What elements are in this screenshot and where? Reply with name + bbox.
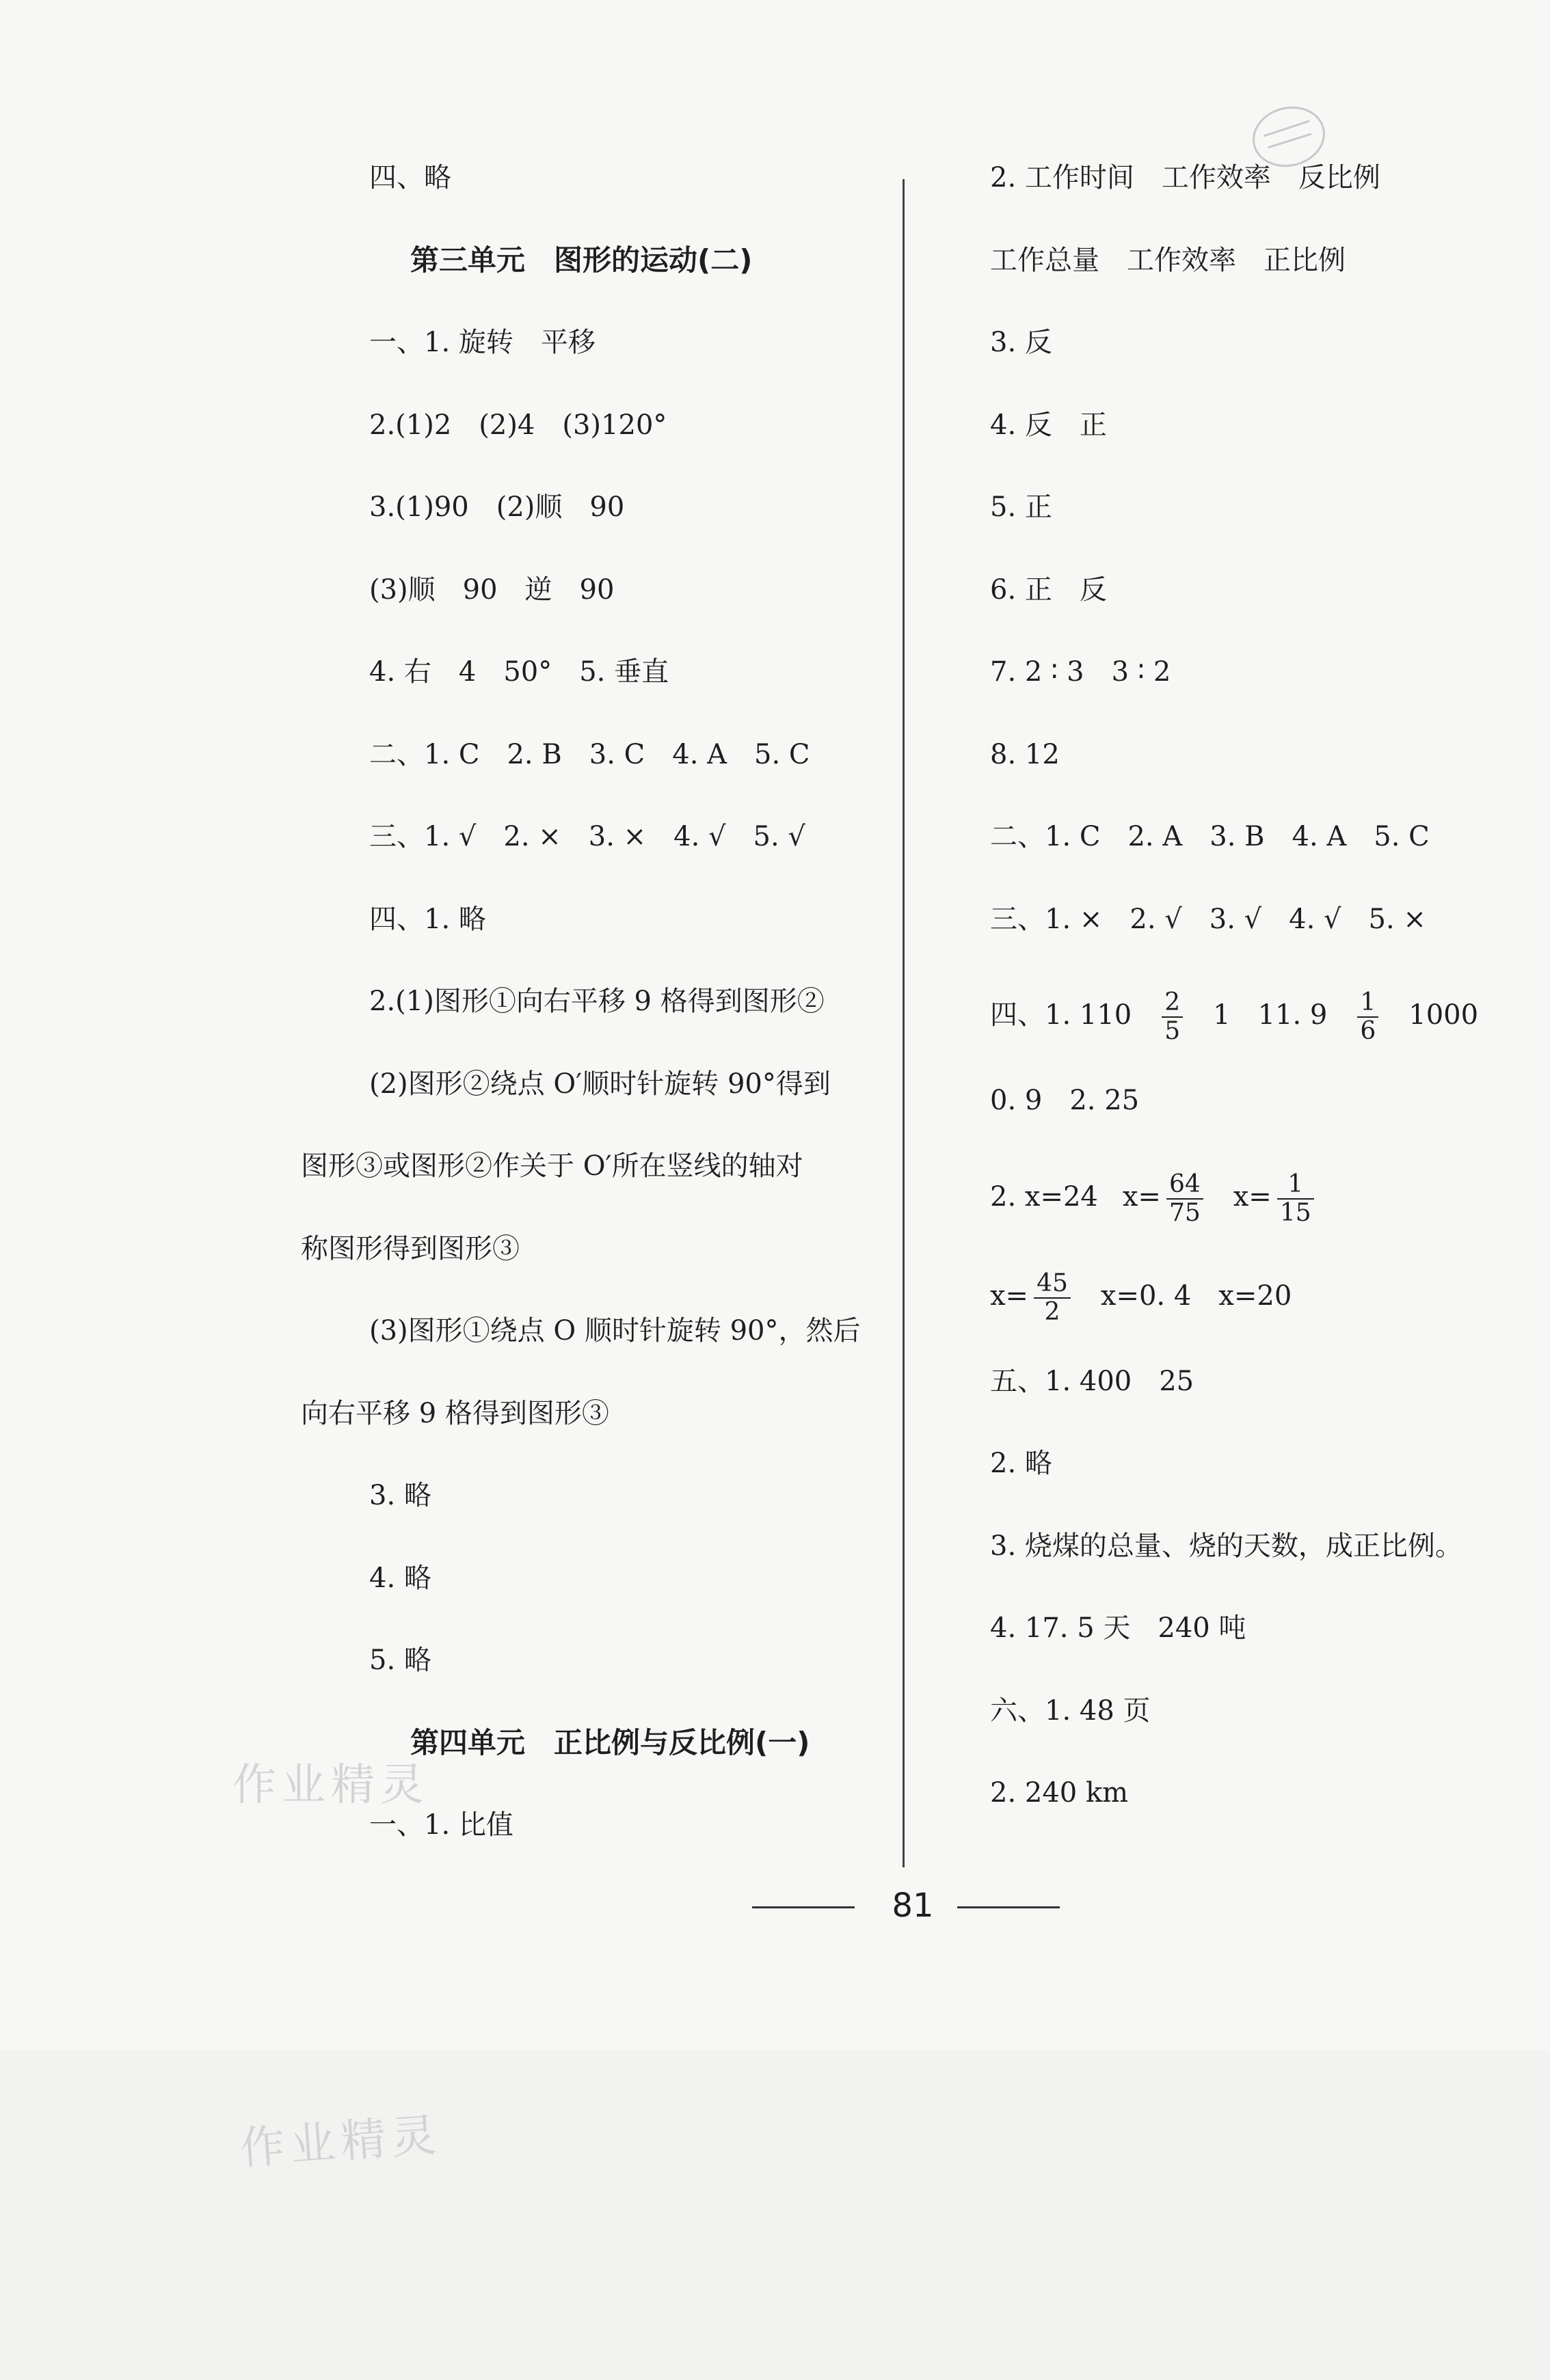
answer-line: 五、1. 400 25 — [990, 1365, 1194, 1397]
answer-line-equations — [990, 1269, 1510, 1368]
answer-line: 3. 烧煤的总量、烧的天数，成正比例。 — [990, 1530, 1462, 1562]
answer-text: x= — [1233, 1180, 1272, 1213]
numerator: 45 — [1034, 1270, 1071, 1299]
answer-line: 2.(1)2 (2)4 (3)120° — [369, 409, 667, 441]
answer-line: 8. 12 — [990, 738, 1060, 770]
answer-line: 工作总量 工作效率 正比例 — [990, 244, 1346, 276]
answer-line: (3)图形①绕点 O 顺时针旋转 90°，然后 — [369, 1315, 861, 1347]
answer-line: 3. 略 — [369, 1480, 431, 1511]
fraction — [1034, 1270, 1071, 1326]
answer-line: 六、1. 48 页 — [990, 1694, 1151, 1727]
answer-line: 一、1. 比值 — [369, 1809, 513, 1841]
footer-rule-left — [752, 1906, 855, 1908]
answer-line: 6. 正 反 — [990, 573, 1107, 606]
answer-line-fractions — [990, 988, 1510, 1087]
denominator: 6 — [1360, 1017, 1376, 1045]
numerator: 1 — [1357, 989, 1378, 1018]
answer-text: 2. x=24 — [990, 1180, 1098, 1213]
answer-line: 称图形得到图形③ — [301, 1232, 520, 1265]
denominator: 2 — [1044, 1297, 1060, 1326]
fraction — [1166, 1171, 1203, 1227]
section-heading: 第四单元 正比例与反比例(一) — [410, 1725, 810, 1759]
answer-line: 三、1. √ 2. × 3. × 4. √ 5. √ — [369, 821, 805, 852]
denominator: 15 — [1279, 1198, 1311, 1227]
fraction — [1162, 989, 1183, 1045]
numerator: 2 — [1162, 989, 1183, 1018]
answer-line: 7. 2 ∶ 3 3 ∶ 2 — [990, 656, 1171, 688]
answer-line: 0. 9 2. 25 — [990, 1085, 1140, 1116]
numerator: 64 — [1166, 1171, 1203, 1200]
answer-line: (2)图形②绕点 O′顺时针旋转 90°得到 — [369, 1068, 831, 1100]
answer-line: 四、略 — [369, 162, 451, 193]
answer-line: 向右平移 9 格得到图形③ — [301, 1397, 609, 1429]
answer-line: 三、1. × 2. √ 3. √ 4. √ 5. × — [990, 903, 1426, 935]
denominator: 75 — [1168, 1198, 1201, 1227]
answer-line: 3.(1)90 (2)顺 90 — [369, 491, 625, 523]
answer-line: 2. 工作时间 工作效率 反比例 — [990, 162, 1380, 193]
answer-line: 一、1. 旋转 平移 — [369, 327, 596, 358]
answer-line: 二、1. C 2. A 3. B 4. A 5. C — [990, 821, 1430, 852]
answer-text: 1 11. 9 — [1213, 999, 1328, 1031]
answer-text: x= — [990, 1280, 1029, 1312]
answer-line: 四、1. 略 — [369, 903, 486, 935]
fraction — [1277, 1171, 1314, 1227]
fraction — [1357, 989, 1378, 1045]
answer-line-equations — [990, 1169, 1510, 1269]
answer-text: x= — [1122, 1180, 1161, 1213]
numerator: 1 — [1277, 1171, 1314, 1200]
left-column — [301, 164, 903, 1894]
right-column — [990, 164, 1510, 1862]
bottom-margin — [0, 2051, 1550, 2380]
answer-line: 4. 略 — [369, 1562, 431, 1594]
watermark: 作业精灵 — [232, 1760, 429, 1811]
answer-line: 4. 右 4 50° 5. 垂直 — [369, 656, 669, 688]
answer-line: 2.(1)图形①向右平移 9 格得到图形② — [369, 986, 825, 1017]
answer-line: 5. 正 — [990, 491, 1052, 523]
answer-line: 4. 17. 5 天 240 吨 — [990, 1612, 1246, 1644]
answer-line: 2. 240 km — [990, 1777, 1129, 1809]
answer-text: 1000 — [1408, 999, 1479, 1031]
answer-text: x=0. 4 x=20 — [1100, 1280, 1292, 1312]
watermark: 作业精灵 — [238, 2108, 444, 2176]
footer-rule-right — [957, 1906, 1060, 1908]
answer-line: 5. 略 — [369, 1645, 431, 1676]
denominator: 5 — [1164, 1017, 1181, 1045]
answer-line: 2. 略 — [990, 1448, 1052, 1479]
answer-line: (3)顺 90 逆 90 — [369, 573, 615, 606]
answer-line: 4. 反 正 — [990, 409, 1107, 441]
column-divider — [903, 179, 905, 1867]
answer-line: 二、1. C 2. B 3. C 4. A 5. C — [369, 738, 810, 770]
answer-line: 3. 反 — [990, 327, 1052, 358]
answer-text: 四、1. 110 — [990, 999, 1132, 1031]
section-heading: 第三单元 图形的运动(二) — [410, 243, 753, 277]
answer-line: 图形③或图形②作关于 O′所在竖线的轴对 — [301, 1150, 803, 1182]
page-number: 81 — [892, 1887, 934, 1925]
